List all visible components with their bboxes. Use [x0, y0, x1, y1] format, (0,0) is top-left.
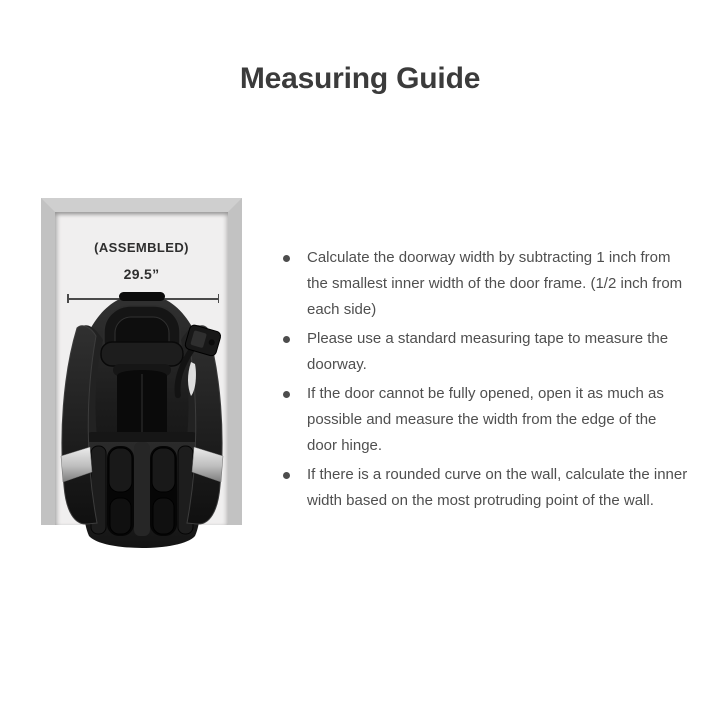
chair-legrest — [83, 442, 201, 548]
list-item — [283, 462, 695, 514]
instruction-list — [283, 245, 695, 517]
bullet-dot-icon — [283, 255, 290, 262]
chair-foot-well-left — [110, 498, 131, 534]
chair-knee-pad-left — [109, 448, 132, 492]
instruction-line: each side) — [307, 301, 377, 318]
instruction-text — [307, 381, 664, 459]
instruction-line: width based on the most protruding point of the wall. — [307, 492, 654, 509]
instruction-line: Calculate the doorway width by subtracting 1 inch from — [307, 249, 671, 266]
instruction-line: possible and measure the width from the edge of the — [307, 411, 657, 428]
instruction-line: Please use a standard measuring tape to measure the — [307, 330, 669, 347]
assembled-label: (ASSEMBLED) — [94, 240, 189, 255]
massage-chair-illustration — [55, 290, 230, 558]
list-item — [283, 245, 695, 323]
instruction-text — [307, 326, 668, 378]
instruction-line: If there is a rounded curve on the wall, calculate the inner — [307, 466, 688, 483]
instruction-line: If the door cannot be fully opened, open it as much as — [307, 385, 664, 402]
list-item — [283, 326, 695, 378]
bullet-dot-icon — [283, 472, 290, 479]
instruction-line: doorway. — [307, 356, 367, 373]
instruction-text — [307, 245, 682, 323]
bullet-dot-icon — [283, 391, 290, 398]
page-title: Measuring Guide — [239, 62, 481, 95]
instruction-text — [307, 462, 687, 514]
doorway-width-value: 29.5” — [123, 266, 160, 282]
chair-foot-well-right — [153, 498, 174, 534]
list-item — [283, 381, 695, 459]
chair-headrest-pillow — [101, 342, 183, 366]
chair-knee-pad-right — [152, 448, 175, 492]
chair-top-handle — [119, 292, 165, 301]
instruction-line: the smallest inner width of the door frame. (1/2 inch from — [307, 275, 683, 292]
bullet-dot-icon — [283, 336, 290, 343]
instruction-line: door hinge. — [307, 437, 383, 454]
